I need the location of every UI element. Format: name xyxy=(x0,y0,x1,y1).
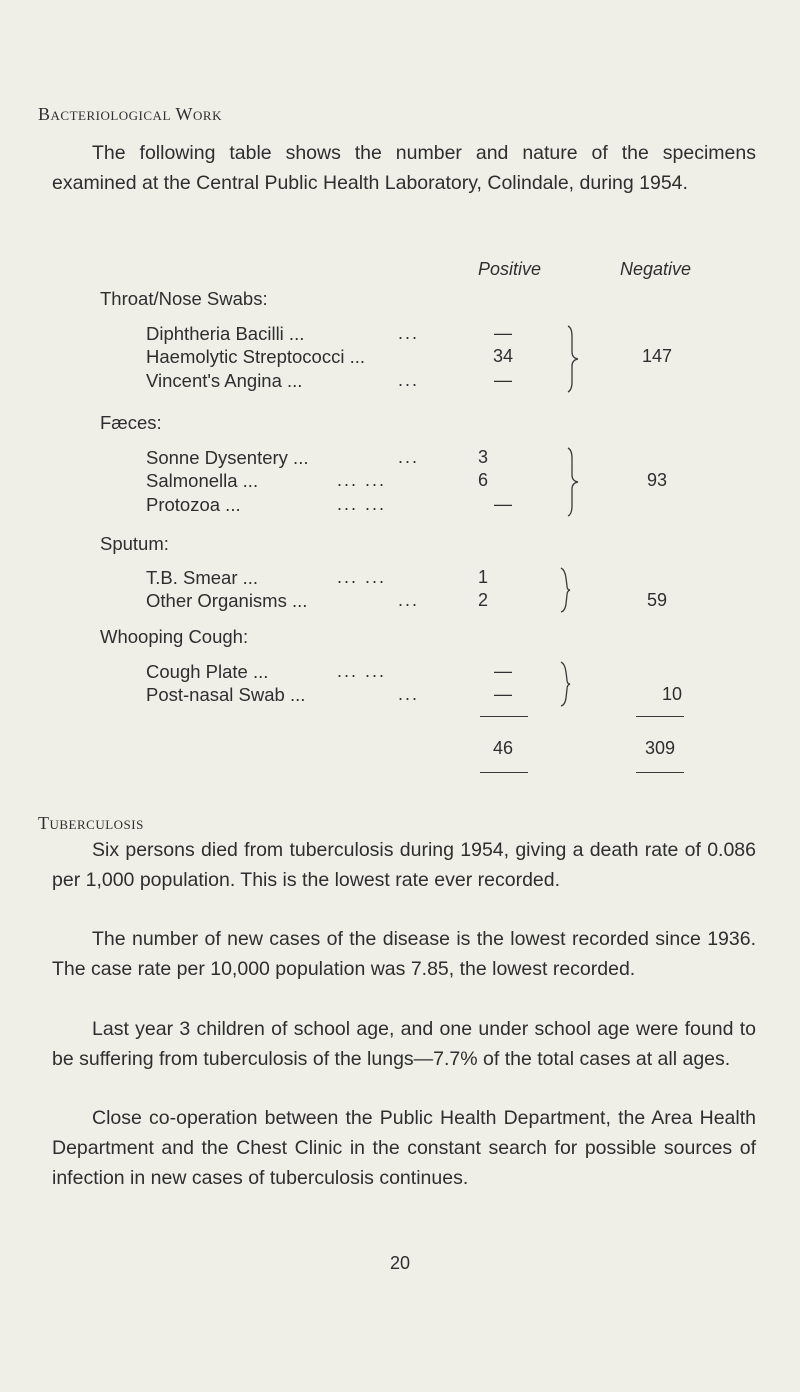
item-post-nasal-swab: Post-nasal Swab ... xyxy=(146,684,306,705)
col-positive-header: Positive xyxy=(478,259,542,279)
tuberculosis-paragraph: The number of new cases of the disease is the lowest recorded since 1936. The case rate per 10,000 population was 7.85, the lowest recorded. xyxy=(52,928,756,980)
positive-protozoa: — xyxy=(494,494,512,514)
positive-vincents: — xyxy=(494,370,512,390)
positive-sonne: 3 xyxy=(477,447,488,467)
category-faeces: Fæces: xyxy=(100,412,162,433)
total-rule-positive xyxy=(480,772,528,773)
leader-dots: ... xyxy=(398,590,420,610)
total-negative: 309 xyxy=(644,738,676,758)
total-positive: 46 xyxy=(492,738,514,758)
col-negative-header: Negative xyxy=(620,259,692,279)
category-sputum: Sputum: xyxy=(100,533,169,554)
item-salmonella: Salmonella ... xyxy=(146,470,259,491)
tuberculosis-paragraph: Close co-operation between the Public Health Department, the Area Health Department and the Chest Clinic in the constant search for possible sources of infection in new cases of tuberculosis continues. xyxy=(52,1107,756,1189)
total-rule-positive xyxy=(480,716,528,717)
tuberculosis-paragraph: Six persons died from tuberculosis during 1954, giving a death rate of 0.086 per 1,000 population. This is the lowest rate ever recorded. xyxy=(52,839,756,891)
group-brace xyxy=(560,324,586,394)
bacteriological-heading: Bacteriological Work xyxy=(38,104,222,124)
positive-diphtheria: — xyxy=(494,323,512,343)
positive-cough-plate: — xyxy=(494,661,512,681)
item-diphtheria: Diphtheria Bacilli ... xyxy=(146,323,305,344)
positive-post-nasal-swab: — xyxy=(494,684,512,704)
negative-throat-nose: 147 xyxy=(641,346,673,366)
item-other-organisms: Other Organisms ... xyxy=(146,590,308,611)
positive-other-organisms: 2 xyxy=(477,590,488,610)
total-rule-negative xyxy=(636,772,684,773)
leader-dots: ... xyxy=(398,447,420,467)
leader-dots: ... ... xyxy=(337,470,387,490)
positive-tb-smear: 1 xyxy=(477,567,488,587)
category-whooping-cough: Whooping Cough: xyxy=(100,626,249,647)
negative-faeces: 93 xyxy=(646,470,668,490)
bacteriological-intro: The following table shows the number and nature of the specimens examined at the Central Public Health Laboratory, Colindale, during 1954. xyxy=(52,142,756,194)
positive-haemolytic: 34 xyxy=(492,346,514,366)
positive-salmonella: 6 xyxy=(477,470,488,490)
page-number: 20 xyxy=(389,1253,411,1273)
leader-dots: ... xyxy=(398,323,420,343)
tuberculosis-paragraph: Last year 3 children of school age, and one under school age were found to be suffering from tuberculosis of the lungs—7.7% of the total cases at all ages. xyxy=(52,1018,756,1070)
item-sonne: Sonne Dysentery ... xyxy=(146,447,309,468)
negative-sputum: 59 xyxy=(646,590,668,610)
total-rule-negative xyxy=(636,716,684,717)
group-brace xyxy=(555,566,581,614)
leader-dots: ... xyxy=(398,370,420,390)
item-vincents: Vincent's Angina ... xyxy=(146,370,303,391)
item-tb-smear: T.B. Smear ... xyxy=(146,567,259,588)
group-brace xyxy=(555,660,581,708)
leader-dots: ... ... xyxy=(337,567,387,587)
negative-whooping-cough: 10 xyxy=(661,684,683,704)
item-cough-plate: Cough Plate ... xyxy=(146,661,269,682)
leader-dots: ... ... xyxy=(337,661,387,681)
tuberculosis-heading: Tuberculosis xyxy=(38,813,144,833)
leader-dots: ... xyxy=(398,684,420,704)
leader-dots: ... ... xyxy=(337,494,387,514)
category-throat-nose: Throat/Nose Swabs: xyxy=(100,288,268,309)
group-brace xyxy=(560,446,586,518)
item-haemolytic: Haemolytic Streptococci ... xyxy=(146,346,365,367)
item-protozoa: Protozoa ... xyxy=(146,494,241,515)
